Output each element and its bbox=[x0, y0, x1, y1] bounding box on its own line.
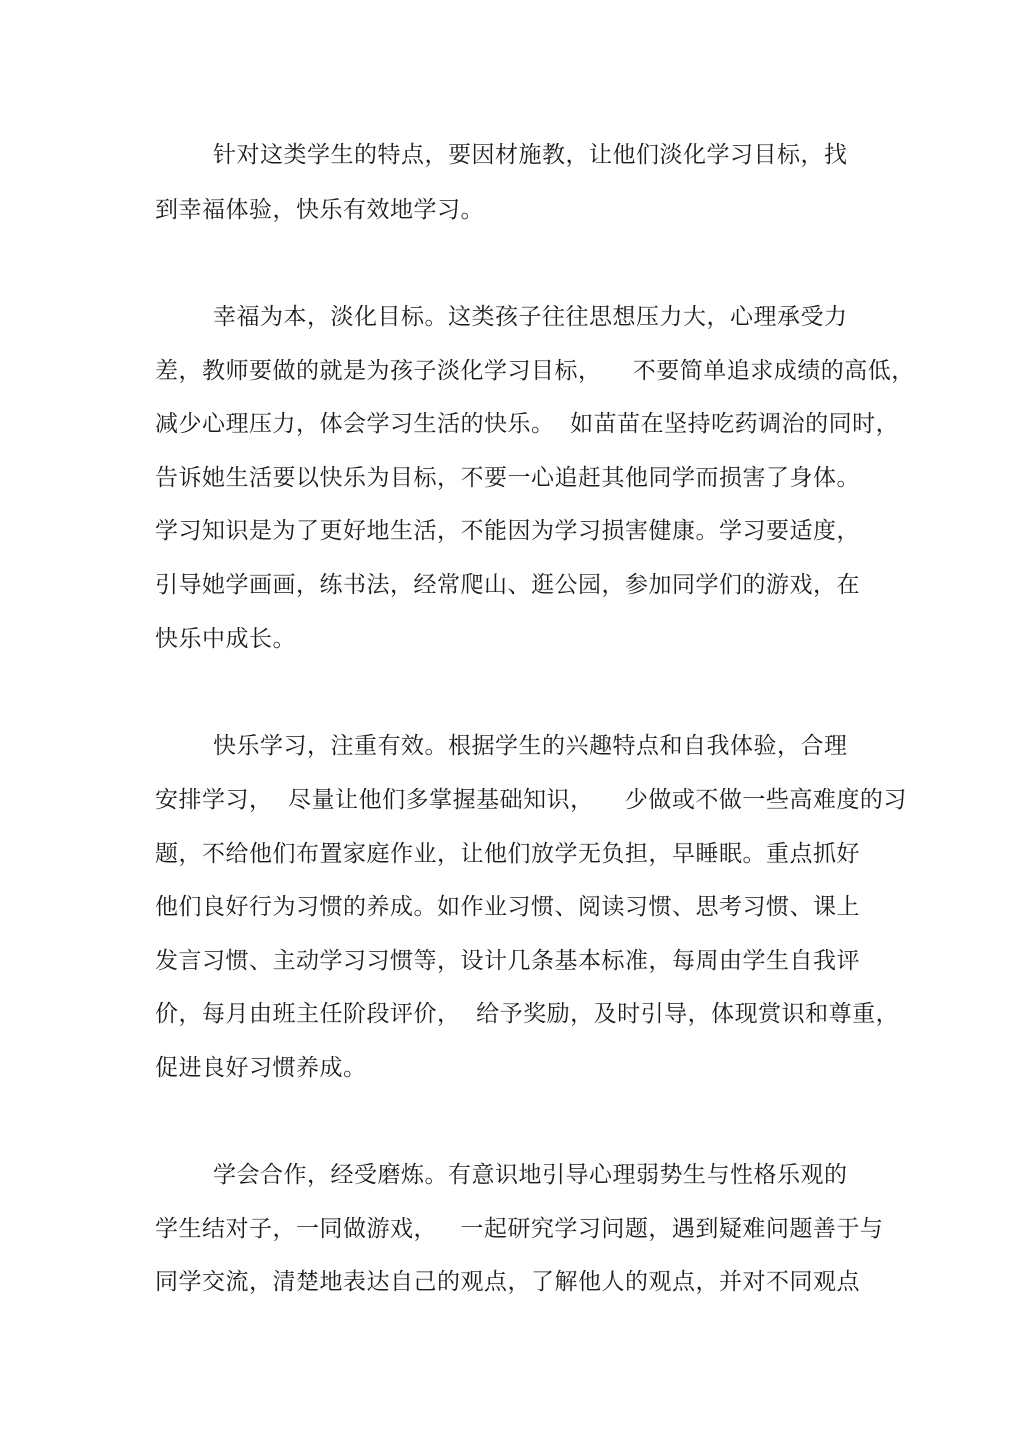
paragraph-line: 安排学习， 尽量让他们多掌握基础知识， 少做或不做一些高难度的习 bbox=[155, 787, 907, 813]
paragraph-line: 同学交流，清楚地表达自己的观点，了解他人的观点，并对不同观点 bbox=[155, 1269, 860, 1295]
paragraph-line: 减少心理压力，体会学习生活的快乐。 如苗苗在坚持吃药调治的同时， bbox=[155, 411, 900, 437]
paragraph-line: 引导她学画画，练书法，经常爬山、逛公园，参加同学们的游戏，在 bbox=[155, 572, 860, 598]
paragraph-line: 价，每月由班主任阶段评价， 给予奖励，及时引导，体现赏识和尊重， bbox=[155, 1001, 900, 1027]
paragraph-line: 幸福为本，淡化目标。这类孩子往往思想压力大，心理承受力 bbox=[213, 304, 848, 330]
paragraph-line: 针对这类学生的特点，要因材施教，让他们淡化学习目标，找 bbox=[213, 142, 848, 168]
paragraph-line: 促进良好习惯养成。 bbox=[155, 1055, 367, 1081]
paragraph-line: 快乐学习，注重有效。根据学生的兴趣特点和自我体验，合理 bbox=[213, 733, 848, 759]
paragraph-line: 到幸福体验，快乐有效地学习。 bbox=[155, 197, 484, 223]
paragraph-line: 学会合作，经受磨炼。有意识地引导心理弱势生与性格乐观的 bbox=[213, 1162, 848, 1188]
paragraph-line: 差，教师要做的就是为孩子淡化学习目标， 不要简单追求成绩的高低， bbox=[155, 358, 915, 384]
paragraph-line: 学习知识是为了更好地生活，不能因为学习损害健康。学习要适度， bbox=[155, 518, 860, 544]
paragraph-line: 快乐中成长。 bbox=[155, 626, 296, 652]
paragraph-line: 发言习惯、主动学习习惯等，设计几条基本标准，每周由学生自我评 bbox=[155, 948, 860, 974]
paragraph-line: 告诉她生活要以快乐为目标，不要一心追赶其他同学而损害了身体。 bbox=[155, 465, 860, 491]
paragraph-line: 题，不给他们布置家庭作业，让他们放学无负担，早睡眠。重点抓好 bbox=[155, 841, 860, 867]
paragraph-line: 学生结对子，一同做游戏， 一起研究学习问题，遇到疑难问题善于与 bbox=[155, 1216, 884, 1242]
paragraph-line: 他们良好行为习惯的养成。如作业习惯、阅读习惯、思考习惯、课上 bbox=[155, 894, 860, 920]
